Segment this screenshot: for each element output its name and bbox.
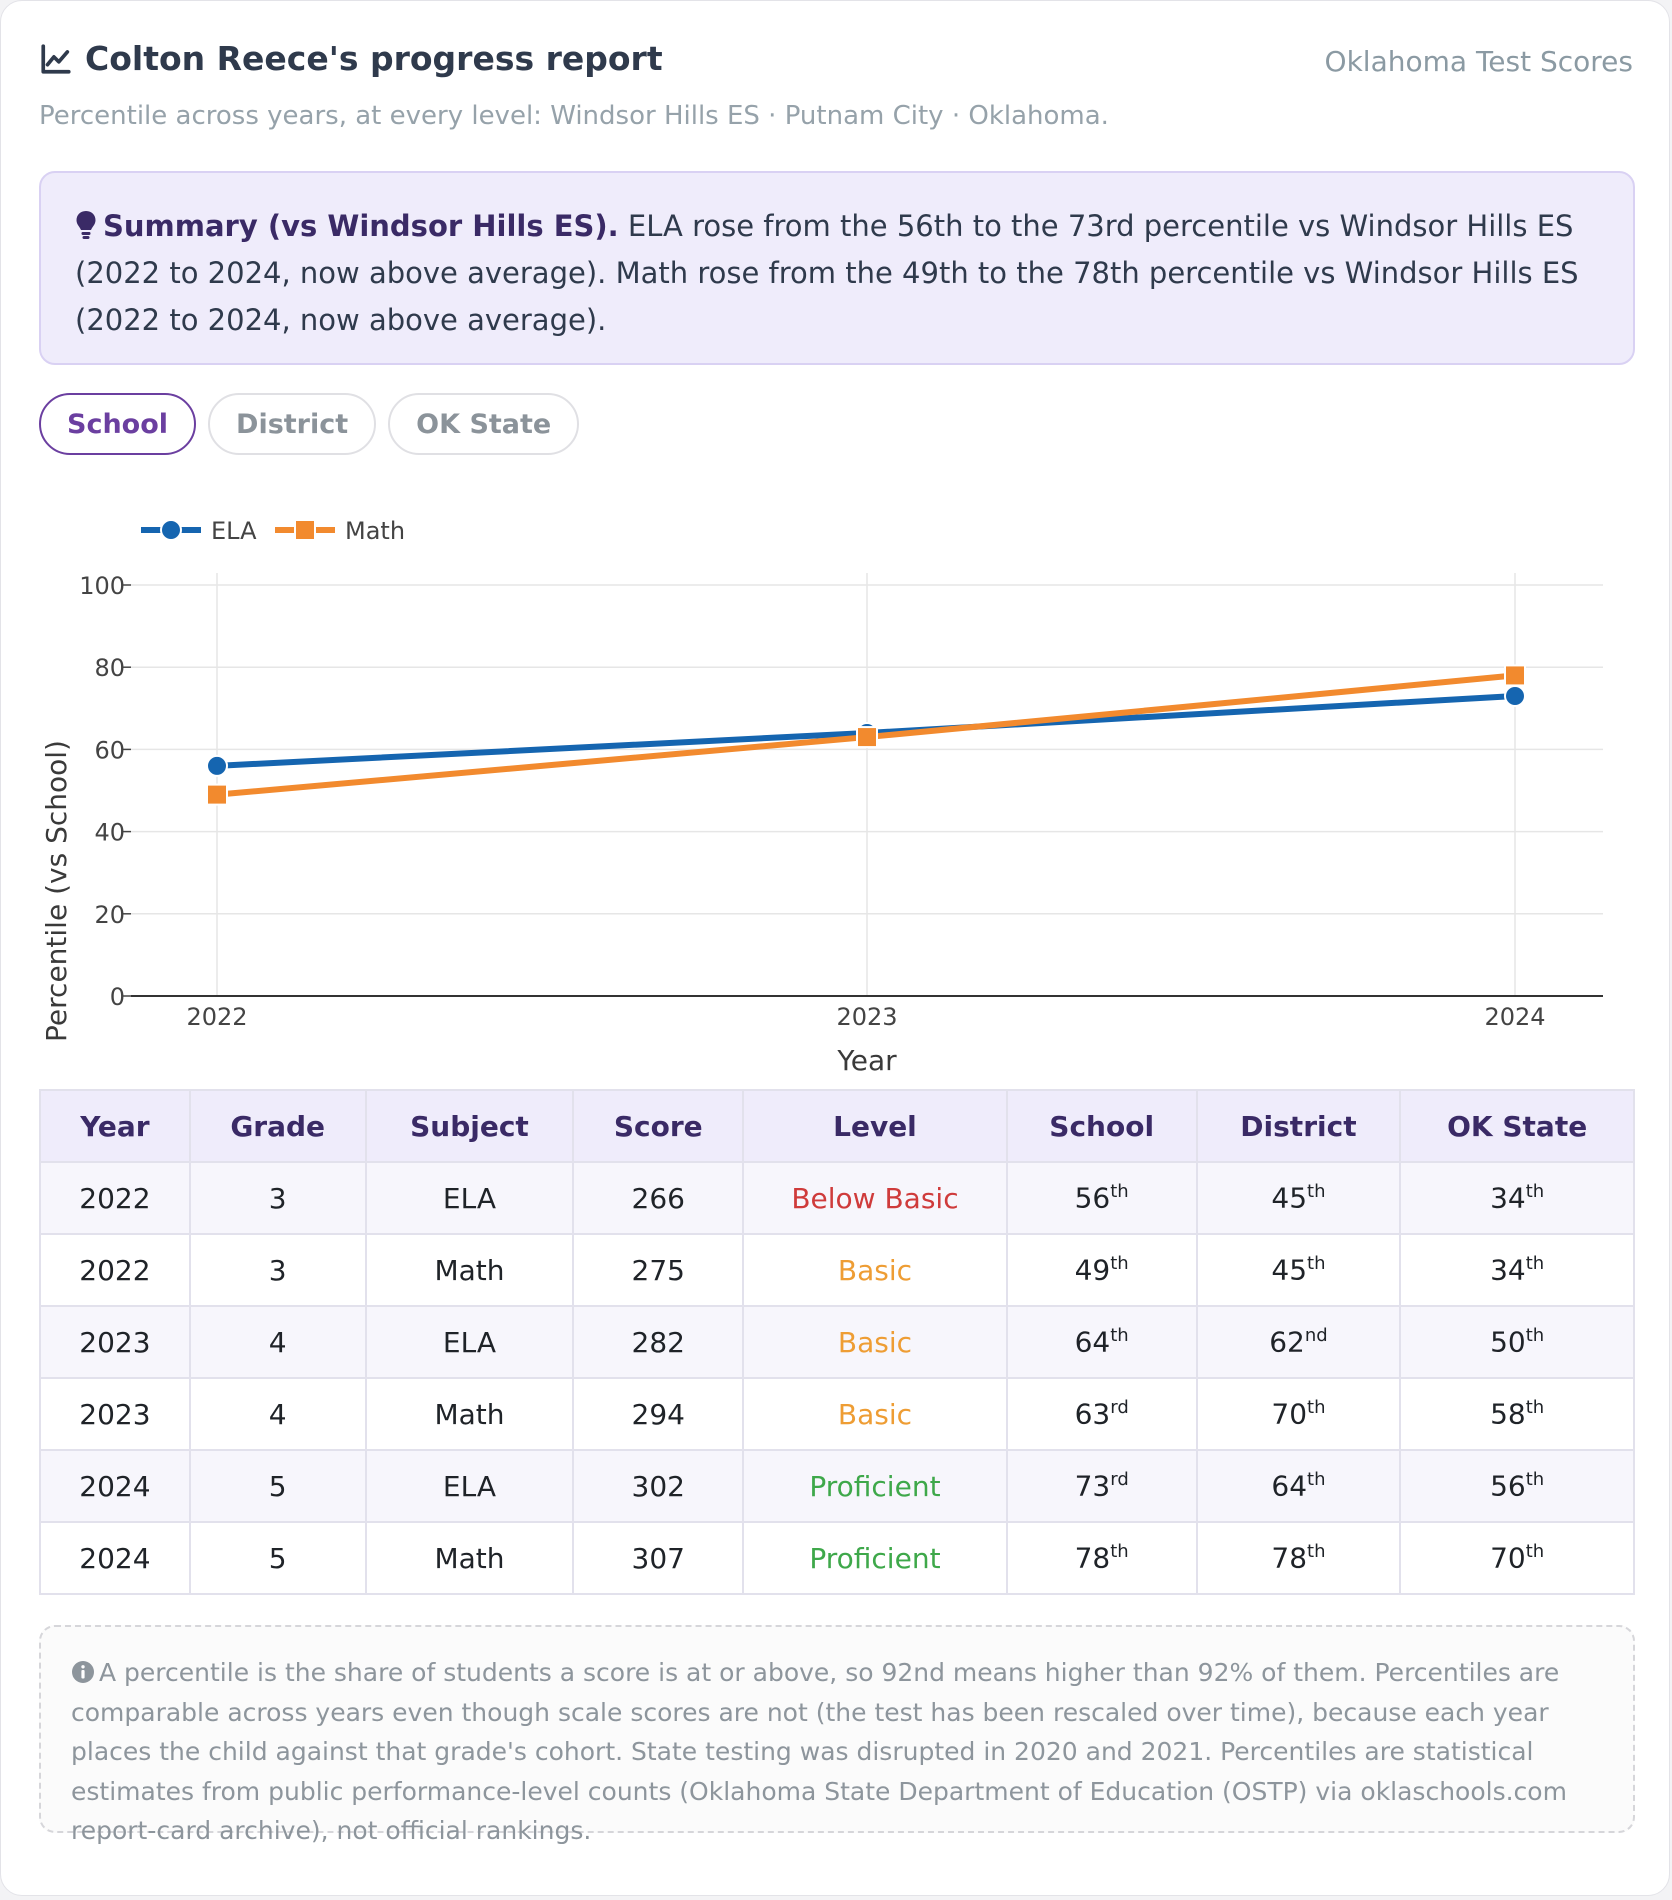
percentile-value: 56	[1490, 1469, 1526, 1503]
col-grade-header: Grade	[190, 1090, 366, 1162]
cell-score: 282	[573, 1306, 743, 1378]
percentile-value: 73	[1074, 1469, 1111, 1503]
table-row	[40, 1522, 1634, 1594]
ordinal-suffix: th	[1525, 1541, 1545, 1563]
percentile-value: 78	[1271, 1541, 1308, 1575]
x-tick-label: 2022	[186, 1003, 248, 1031]
cell-school-percentile	[1007, 1234, 1197, 1306]
col-school-header: School	[1007, 1090, 1197, 1162]
ordinal-suffix: th	[1525, 1397, 1545, 1419]
data-point-ela	[1505, 686, 1525, 706]
cell-score: 307	[573, 1522, 743, 1594]
data-point-math	[857, 727, 877, 747]
cell-year: 2022	[40, 1162, 190, 1234]
cell-school-percentile	[1007, 1378, 1197, 1450]
cell-subject: ELA	[366, 1306, 574, 1378]
ordinal-suffix: th	[1525, 1325, 1545, 1347]
cell-grade: 4	[190, 1378, 366, 1450]
table-row	[40, 1162, 1634, 1234]
cell-year: 2024	[40, 1450, 190, 1522]
col-subject-header: Subject	[366, 1090, 574, 1162]
table-row	[40, 1306, 1634, 1378]
cell-year: 2022	[40, 1234, 190, 1306]
page-subtitle: Percentile across years, at every level: Windsor Hills ES · Putnam City · Oklahoma.	[39, 101, 1109, 131]
percentile-value: 64	[1074, 1325, 1111, 1359]
cell-grade: 5	[190, 1450, 366, 1522]
percentile-value: 70	[1490, 1541, 1526, 1575]
cell-subject: ELA	[366, 1450, 574, 1522]
data-point-ela	[207, 756, 227, 776]
cell-state-percentile	[1400, 1378, 1634, 1450]
cell-score: 275	[573, 1234, 743, 1306]
cell-district-percentile	[1197, 1522, 1401, 1594]
legend-marker-math	[295, 520, 315, 540]
x-tick-label: 2023	[836, 1003, 898, 1031]
percentile-value: 45	[1271, 1253, 1308, 1287]
ordinal-suffix: th	[1525, 1181, 1545, 1203]
cell-state-percentile	[1400, 1522, 1634, 1594]
percentile-value: 50	[1490, 1325, 1526, 1359]
cell-subject: Math	[366, 1522, 574, 1594]
line-chart-icon	[39, 42, 73, 76]
cell-school-percentile	[1007, 1522, 1197, 1594]
cell-grade: 4	[190, 1306, 366, 1378]
percentile-value: 62	[1269, 1325, 1305, 1359]
cell-state-percentile	[1400, 1162, 1634, 1234]
tab-school[interactable]: School	[39, 393, 196, 455]
percentile-value: 49	[1074, 1253, 1111, 1287]
ordinal-suffix: th	[1110, 1253, 1129, 1275]
summary-text: ELA rose from the 56th to the 73rd percentile vs Windsor Hills ES (2022 to 2024, now above average). Math rose from the 49th to the 78th percentile vs Windsor Hills ES (2022 to 2024, now above average).	[75, 209, 1579, 337]
cell-level: Proficient	[743, 1522, 1007, 1594]
ordinal-suffix: rd	[1110, 1469, 1129, 1491]
cell-school-percentile	[1007, 1306, 1197, 1378]
cell-grade: 3	[190, 1234, 366, 1306]
cell-subject: ELA	[366, 1162, 574, 1234]
col-district-header: District	[1197, 1090, 1401, 1162]
y-axis-label: Percentile (vs School)	[40, 740, 73, 1042]
ordinal-suffix: th	[1307, 1469, 1326, 1491]
cell-school-percentile	[1007, 1450, 1197, 1522]
cell-district-percentile	[1197, 1234, 1401, 1306]
cell-district-percentile	[1197, 1306, 1401, 1378]
ordinal-suffix: th	[1307, 1541, 1326, 1563]
cell-district-percentile	[1197, 1378, 1401, 1450]
tab-ok-state[interactable]: OK State	[388, 393, 579, 455]
ordinal-suffix: th	[1110, 1325, 1129, 1347]
percentile-value: 34	[1490, 1181, 1526, 1215]
ordinal-suffix: th	[1307, 1397, 1326, 1419]
cell-level: Basic	[743, 1378, 1007, 1450]
scores-table	[39, 1089, 1635, 1595]
source-label: Oklahoma Test Scores	[1324, 45, 1633, 78]
legend-marker-ela	[161, 520, 181, 540]
legend-label-math[interactable]: Math	[345, 517, 406, 545]
cell-school-percentile	[1007, 1162, 1197, 1234]
cell-level: Below Basic	[743, 1162, 1007, 1234]
cell-state-percentile	[1400, 1306, 1634, 1378]
y-tick-label: 20	[94, 900, 125, 929]
ordinal-suffix: th	[1525, 1253, 1545, 1275]
col-score-header: Score	[573, 1090, 743, 1162]
y-tick-label: 60	[94, 736, 125, 765]
percentile-value: 34	[1490, 1253, 1526, 1287]
lightbulb-icon	[75, 210, 97, 240]
x-axis-label: Year	[837, 1044, 897, 1077]
table-header-row	[40, 1090, 1634, 1162]
chart-series	[207, 665, 1525, 804]
chart-legend	[141, 517, 405, 545]
ordinal-suffix: rd	[1110, 1397, 1129, 1419]
table-body	[40, 1162, 1634, 1594]
cell-subject: Math	[366, 1378, 574, 1450]
cell-state-percentile	[1400, 1450, 1634, 1522]
info-icon	[71, 1660, 95, 1684]
cell-grade: 3	[190, 1162, 366, 1234]
x-tick-label: 2024	[1484, 1003, 1546, 1031]
ordinal-suffix: th	[1110, 1541, 1129, 1563]
summary-box	[39, 171, 1635, 365]
cell-year: 2024	[40, 1522, 190, 1594]
chart-y-ticks	[79, 572, 131, 1011]
percentile-value: 78	[1074, 1541, 1111, 1575]
percentile-line-chart	[1, 501, 1672, 1081]
percentile-value: 70	[1271, 1397, 1308, 1431]
cell-year: 2023	[40, 1378, 190, 1450]
y-tick-label: 0	[109, 983, 125, 1011]
cell-year: 2023	[40, 1306, 190, 1378]
summary-lead: Summary (vs Windsor Hills ES).	[103, 209, 619, 243]
col-level-header: Level	[743, 1090, 1007, 1162]
ordinal-suffix: th	[1307, 1181, 1326, 1203]
ordinal-suffix: th	[1110, 1181, 1129, 1203]
cell-state-percentile	[1400, 1234, 1634, 1306]
table-row	[40, 1378, 1634, 1450]
ordinal-suffix: nd	[1304, 1325, 1328, 1347]
data-point-math	[207, 785, 227, 805]
percentile-value: 58	[1490, 1397, 1526, 1431]
footnote-text: A percentile is the share of students a score is at or above, so 92nd means higher than 92% of them. Percentiles are comparable across years even though scale scores are not (the test has been rescaled over time), because each year places the child against that grade's cohort. State testing was disrupted in 2020 and 2021. Percentiles are statistical estimates from public performance-level counts (Oklahoma State Department of Education (OSTP) via oklaschools.com report-card archive), not official rankings.	[71, 1658, 1567, 1845]
percentile-value: 45	[1271, 1181, 1308, 1215]
level-tabs	[39, 393, 579, 455]
cell-district-percentile	[1197, 1162, 1401, 1234]
table-row	[40, 1450, 1634, 1522]
percentile-value: 63	[1074, 1397, 1111, 1431]
cell-level: Basic	[743, 1306, 1007, 1378]
cell-level: Basic	[743, 1234, 1007, 1306]
cell-score: 294	[573, 1378, 743, 1450]
data-point-math	[1505, 665, 1525, 685]
percentile-value: 56	[1074, 1181, 1111, 1215]
cell-grade: 5	[190, 1522, 366, 1594]
ordinal-suffix: th	[1525, 1469, 1545, 1491]
chart-x-ticks	[186, 1003, 1545, 1031]
y-tick-label: 100	[79, 572, 125, 600]
page-title-text: Colton Reece's progress report	[85, 39, 663, 78]
legend-label-ela[interactable]: ELA	[211, 517, 257, 545]
y-tick-label: 40	[94, 818, 125, 847]
y-tick-label: 80	[94, 654, 125, 683]
cell-score: 302	[573, 1450, 743, 1522]
table-row	[40, 1234, 1634, 1306]
tab-district[interactable]: District	[208, 393, 376, 455]
col-state-header: OK State	[1400, 1090, 1634, 1162]
cell-district-percentile	[1197, 1450, 1401, 1522]
page-title	[39, 39, 663, 78]
cell-score: 266	[573, 1162, 743, 1234]
cell-subject: Math	[366, 1234, 574, 1306]
footnote-box	[39, 1625, 1635, 1845]
col-year-header: Year	[40, 1090, 190, 1162]
cell-level: Proficient	[743, 1450, 1007, 1522]
percentile-value: 64	[1271, 1469, 1308, 1503]
ordinal-suffix: th	[1307, 1253, 1326, 1275]
